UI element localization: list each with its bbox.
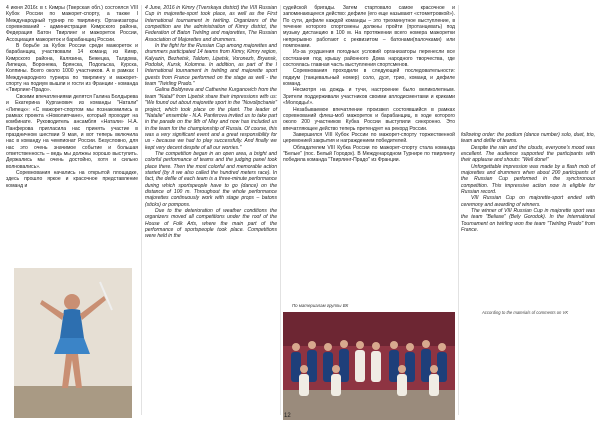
paragraph: Соревнования проходили в следующей последовательности: подиум (танцевальный номер) соло, дуэт, трио, команд и дефиле команд. bbox=[283, 68, 455, 88]
paragraph: судейской бригады. Затем стартовало самое красочное и запоминающееся действо: дефиле (его еще называют «стометровкой»). По сути, дефиле каждой команды – это трехминутное выступление, в течение которого спортсмены должны пройти (протанцевать) под музыку дистанцию в 100 м. На протяжении всего номера мажоретки непрерывно работают с реквизитом – батонами(палочками) или помпонами. bbox=[283, 5, 455, 50]
paragraph: Завершился VIII Кубок России по мажорет-спорту торжественной церемонией закрытия и награждением победителей. bbox=[283, 131, 455, 145]
paragraph: Due to the deterioration of weather conditions the organizers moved all competitions under the roof of the House of Folk Arts, where the main part of the performance of sportspeople took place. Competitions were held in the bbox=[145, 208, 277, 240]
paragraph: 4 июня 2016г. в г. Кимры (Тверская обл.) состоялся VIII Кубок России по мажорет-спорту, а также I Международный турнир по твирлингу. Организаторы соревнований - администрация Кимрского района, Федерация Батон Твирлинг и мажореток России, Ассоциация мажореток и барабанщиц России. bbox=[6, 5, 138, 43]
paragraph: Своими впечатлениями делятся Галина Болдырева и Екатерина Курганович из команды "Натали" «Липецк»: «С мажорет-спортом мы познакомились в рамках проекта «Новолипчане», который проходит на комбинате. Руководитель ансамбля «Натали» Н.А. Панферова пригласила нас принять участие в праздничном шествии 9 мая, и вот теперь включила нас в команду на чемпионат России. Безусловно, для нас это очень значимое событие и большая ответственность – ведь мы должны хорошо выступить. Держались мы очень достойно, хотя и сильно волновались». bbox=[6, 93, 138, 170]
paragraph: Из-за ухудшения погодных условий организаторы перенесли все состязания под крышу районного Дома народного творчества, где состоялась главная часть выступления спортсменов. bbox=[283, 49, 455, 69]
team-photo bbox=[283, 312, 455, 420]
paragraph: VIII Russian Cup on majorette-sport ended with ceremony and awarding of winners. bbox=[461, 195, 595, 208]
paragraph: Обладателем VIII Кубка России по мажорет-спорту стала команда "Белые" (пос. Белый Городок). В Международном Турнире по твирлингу победила команда "Твирлинг-Прадо" из Франции. bbox=[283, 144, 455, 164]
paragraph: In the fight for the Russian Cup among majorettes and drummers participated 14 teams from Kimry, Kimry region, Kalyazin, Bezhetsk, Taldom, Lipetsk, Voronezh, Bryansk, Podolsk, Kursk, Kolomna. In addition, as part of the I International tournament in twirling and majorette sport guests from France performed on the stage as well - the team "Twirling Prado." bbox=[145, 43, 277, 88]
article-column-english-2 bbox=[461, 132, 595, 234]
article-column-russian-2 bbox=[283, 5, 455, 164]
paragraph: Despite the rain and the clouds, everyone's mood was excellent. The audience supported the participants with their applause and shouts: "Well done!" bbox=[461, 144, 595, 164]
column-divider bbox=[141, 5, 142, 415]
paragraph: Unforgettable impression was made by a flash mob of majorettes and drummers when about 200 participants of the Russian Cup performed in the synchronous competition. This impressive action now is eligible for Russian record. bbox=[461, 163, 595, 196]
team-photo-caption: По материалам группы ВК bbox=[292, 303, 349, 308]
paragraph: В борьбе за Кубок России среди мажореток и барабанщиц участвовали 14 команд из Кимр, Кимрского района, Калязина, Бежецка, Талдома, Липецка, Воронежа, Брянска, Подольска, Курска, Колпины. Всего около 1000 участников. А в рамках I Международного турнира по твирлингу и мажорет-спорту на подиум вышли и гости из Франции - команда «Твирлинг-Прадо». bbox=[6, 43, 138, 94]
column-divider bbox=[458, 5, 459, 415]
page-number: 12 bbox=[284, 413, 291, 419]
paragraph: Несмотря на дождь и тучи, настроение было великолепным. Зрители поддерживали участников своими аплодисментами и криками «Молодцы!». bbox=[283, 87, 455, 107]
gymnast-illustration bbox=[14, 268, 132, 418]
gymnast-photo bbox=[14, 268, 132, 418]
column-divider bbox=[280, 5, 281, 415]
article-column-english-1 bbox=[145, 5, 277, 240]
source-footnote: According to the materials of comments on VK bbox=[482, 310, 569, 315]
paragraph: Galina Boldyreva and Catherine Kurganovich from the team "Natali" from Lipetsk share their impressions with us: "We found out about majorette sport in the "Novolipchanie" project, which took place on the plant. The leader of "Natalie" ensemble - N.A. Panferova invited us to take part in the parade on the 9th of May and now has included us in the team for the championship of Russia. Of course, this was a very significant event and a great responsibility for us - because we had to play successfully. And finally we kept very decent despite of all our worries." bbox=[145, 87, 277, 151]
paragraph: Незабываемое впечатление произвел состоявшийся в рамках соревнований флеш-моб мажореток и барабанщиц, в ходе которого около 200 участников Кубка России выступили синхронно. Это впечатляющее действо теперь претендует на рекорд России. bbox=[283, 106, 455, 132]
team-group-illustration bbox=[283, 312, 455, 420]
article-column-russian-1 bbox=[6, 5, 138, 189]
paragraph: The winner of VIII Russian Cup in majorette sport was the team "Beliaxe" (Bely Gorodok). In the International Tournament on twirling won the team "Twirling Prado" from France. bbox=[461, 208, 595, 234]
paragraph: The competition began in an open area, a bright and colorful performance of teams and the judging panel took place there. Then the most colorful and memorable action started (by it we also called the hundred meters race). In fact, the defile of each team is a three-minute performance during which sportspeople have to go (dance) on the distance of 100 m. Throughout the whole performance majorettes continuously work with stage props – batons (sticks) or pompons. bbox=[145, 150, 277, 208]
paragraph: following order: the podium (dance number) solo, duet, trio, team and defile of teams. bbox=[461, 132, 595, 145]
paragraph: Соревнования начались на открытой площадке, здесь прошло яркое и красочное представление команд и bbox=[6, 169, 138, 189]
paragraph: 4 June, 2016 in Kimry (Tverskaya district) the VIII Russian Cup in majorette-sport took place, as well as the First International tournament in twirling. Organizers of the competition are the administration of Kimry district, the Federation of Baton Twirling and majorettes, The Russian Association of Majorettes and drummers. bbox=[145, 5, 277, 43]
